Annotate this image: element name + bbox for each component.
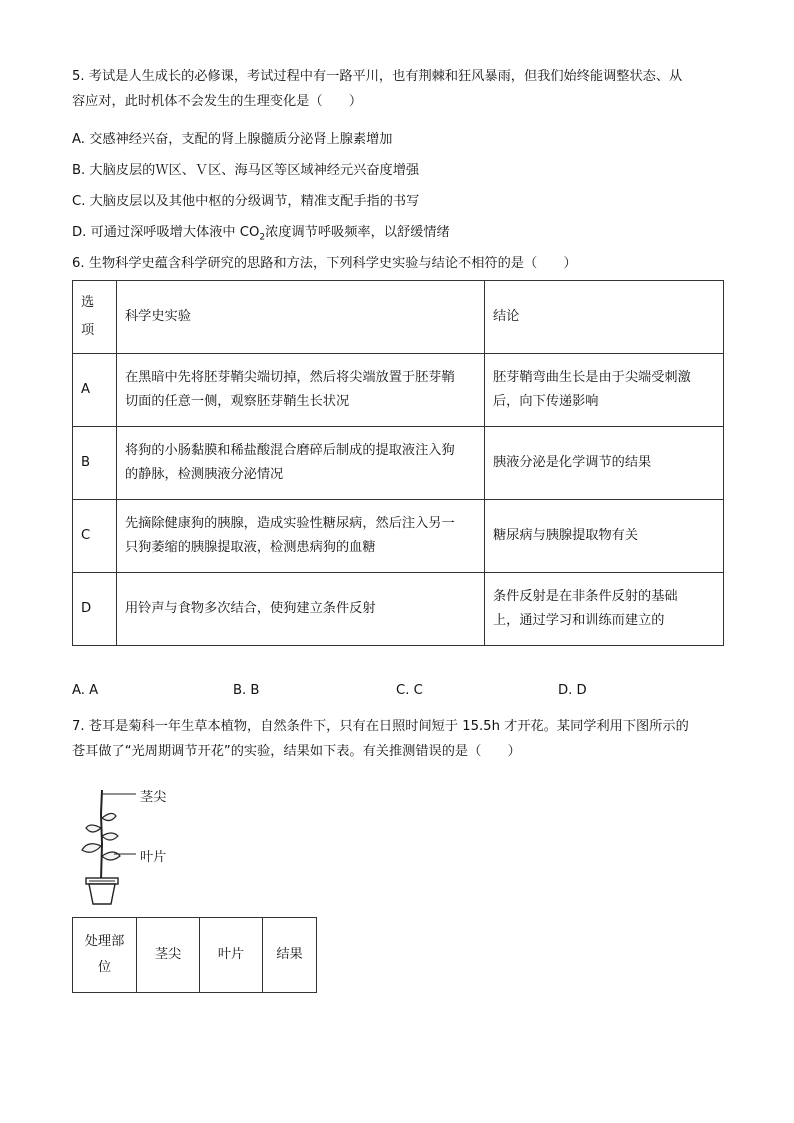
q7-table [72, 917, 317, 993]
conclusion-line: 上，通过学习和训练而建立的 [493, 613, 665, 628]
experiment-cell: 用铃声与食物多次结合，使狗建立条件反射 [117, 573, 485, 646]
table-header-row [73, 918, 317, 993]
experiment-line: 将狗的小肠黏膜和稀盐酸混合磨碎后制成的提取液注入狗 [125, 443, 455, 458]
option-cell: A [73, 354, 117, 427]
q5-stem-line2: 容应对，此时机体不会发生的生理变化是（ ） [72, 94, 363, 109]
q5-option-d-subscript: 2 [259, 232, 266, 243]
header-part-line1: 处理部 [84, 934, 125, 949]
q7-stem-line2: 苍耳做了“光周期调节开花”的实验，结果如下表。有关推测错误的是（ ） [72, 744, 521, 759]
conclusion-cell: 糖尿病与胰腺提取物有关 [485, 500, 724, 573]
plant-figure [80, 784, 190, 906]
experiment-line: 的静脉，检测胰液分泌情况 [125, 467, 284, 482]
header-result-cell: 结果 [263, 918, 317, 993]
conclusion-cell: 胰液分泌是化学调节的结果 [485, 427, 724, 500]
q6-answer-options [72, 683, 732, 707]
table-row [73, 354, 724, 427]
q5-option-d-text-before: D. 可通过深呼吸增大体液中 CO [72, 225, 260, 240]
q6-stem: 6. 生物科学史蕴含科学研究的思路和方法，下列科学史实验与结论不相符的是（ ） [72, 256, 577, 271]
q5-option-d[interactable] [72, 220, 724, 251]
header-option-line2: 项 [81, 323, 95, 338]
header-part-cell [73, 918, 137, 993]
conclusion-line: 后，向下传递影响 [493, 394, 599, 409]
q7-stem [72, 714, 724, 764]
label-leaf: 叶片 [140, 850, 167, 865]
header-option-cell [73, 281, 117, 354]
q5-stem [72, 64, 724, 114]
header-part-line2: 位 [97, 960, 112, 975]
q6-answer-c[interactable]: C. C [396, 683, 423, 698]
q5-option-b[interactable]: B. 大脑皮层的Ｗ区、Ｖ区、海马区等区域神经元兴奋度增强 [72, 163, 420, 178]
q5-option-a[interactable]: A. 交感神经兴奋，支配的肾上腺髓质分泌肾上腺素增加 [72, 132, 393, 147]
option-cell: D [73, 573, 117, 646]
q5-option-c[interactable]: C. 大脑皮层以及其他中枢的分级调节，精准支配手指的书写 [72, 194, 420, 209]
experiment-cell [117, 500, 485, 573]
q5-stem-line1: 5. 考试是人生成长的必修课，考试过程中有一路平川，也有荆棘和狂风暴雨，但我们始终能调整状态、从 [72, 69, 683, 84]
cocklebur-plant-icon [80, 784, 190, 906]
experiment-cell [117, 427, 485, 500]
experiment-line: 只狗萎缩的胰腺提取液，检测患病狗的血糖 [125, 540, 376, 555]
header-experiment-cell: 科学史实验 [117, 281, 485, 354]
q6-answer-d[interactable]: D. D [558, 683, 587, 698]
experiment-line: 在黑暗中先将胚芽鞘尖端切掉，然后将尖端放置于胚芽鞘 [125, 370, 455, 385]
q6-answer-b[interactable]: B. B [233, 683, 260, 698]
conclusion-line: 条件反射是在非条件反射的基础 [493, 589, 678, 604]
header-leaf-cell: 叶片 [200, 918, 263, 993]
experiment-line: 切面的任意一侧，观察胚芽鞘生长状况 [125, 394, 350, 409]
label-stem-tip: 茎尖 [140, 790, 167, 805]
option-cell: C [73, 500, 117, 573]
table-row [73, 427, 724, 500]
table-header-row [73, 281, 724, 354]
conclusion-line: 胚芽鞘弯曲生长是由于尖端受刺激 [493, 370, 691, 385]
table-row [73, 500, 724, 573]
experiment-line: 先摘除健康狗的胰腺，造成实验性糖尿病，然后注入另一 [125, 516, 455, 531]
header-option-line1: 选 [81, 295, 95, 310]
header-stem-tip-cell: 茎尖 [137, 918, 200, 993]
option-cell: B [73, 427, 117, 500]
conclusion-cell [485, 354, 724, 427]
header-conclusion-cell: 结论 [485, 281, 724, 354]
table-row [73, 573, 724, 646]
q5-option-d-text-after: 浓度调节呼吸频率，以舒缓情绪 [265, 225, 450, 240]
q7-stem-line1: 7. 苍耳是菊科一年生草本植物，自然条件下，只有在日照时间短于 15.5h 才开花。某同学利用下图所示的 [72, 719, 689, 734]
conclusion-cell [485, 573, 724, 646]
experiment-cell [117, 354, 485, 427]
q6-answer-a[interactable]: A. A [72, 683, 99, 698]
q6-table [72, 280, 724, 646]
